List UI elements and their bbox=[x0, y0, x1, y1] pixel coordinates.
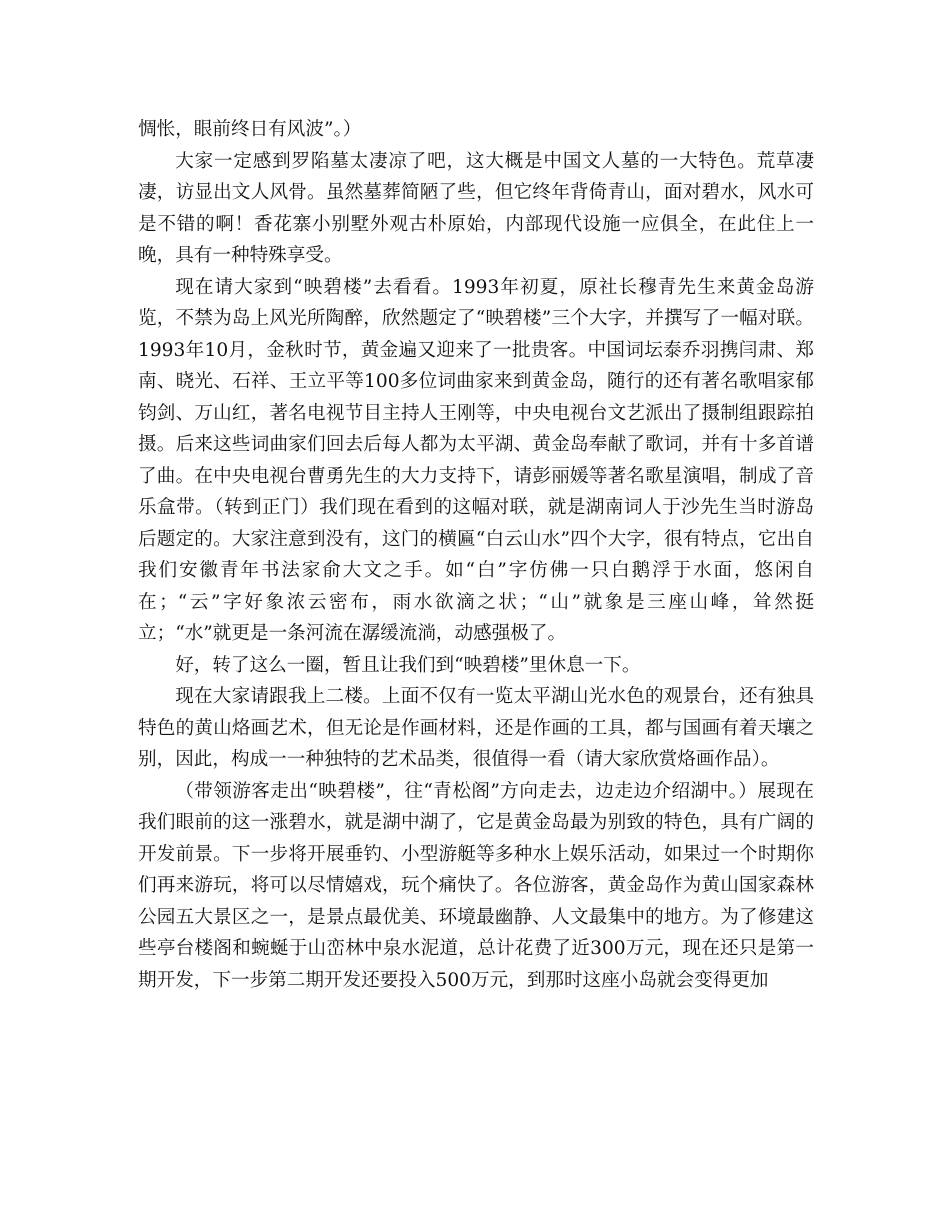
paragraph-yingbi-tower: 现在请大家到“映碧楼”去看看。1993年初夏，原社长穆青先生来黄金岛游览，不禁为岛上风光所陶醉，欣然题定了“映碧楼”三个大字，并撰写了一幅对联。1993年10月，金秋时节，黄金遍又迎来了一批贵客。中国词坛泰乔羽携闫肃、郑南、晓光、石祥、王立平等100多位词曲家来到黄金岛，随行的还有著名歌唱家郁钧剑、万山红，著名电视节目主持人王刚等，中央电视台文艺派出了摄制组跟踪拍摄。后来这些词曲家们回去后每人都为太平湖、黄金岛奉献了歌词，并有十多首谱了曲。在中央电视台曹勇先生的大力支持下，请彭丽媛等著名歌星演唱，制成了音乐盒带。（转到正门）我们现在看到的这幅对联，就是湖南词人于沙先生当时游岛后题定的。大家注意到没有，这门的横匾“白云山水”四个大字，很有特点，它出自我们安徽青年书法家俞大文之手。如“白”字仿佛一只白鹅浮于水面，悠闲自在；“云”字好象浓云密布，雨水欲滴之状；“山”就象是三座山峰，耸然挺立；“水”就更是一条河流在潺缓流淌，动感强极了。 bbox=[138, 276, 814, 644]
paragraph-lake-in-lake: （带领游客走出“映碧楼”，往“青松阁”方向走去，边走边介绍湖中。）展现在我们眼前的这一涨碧水，就是湖中湖了，它是黄金岛最为别致的特色，具有广阔的开发前景。下一步将开展垂钓、小型游艇等多种水上娱乐活动，如果过一个时期你们再来游玩，将可以尽情嬉戏，玩个痛快了。各位游客，黄金岛作为黄山国家森林公园五大景区之一，是景点最优美、环境最幽静、人文最集中的地方。为了修建这些亭台楼阁和蜿蜒于山峦林中泉水泥道，总计花费了近300万元，现在还只是第一期开发，下一步第二期开发还要投入500万元，到那时这座小岛就会变得更加 bbox=[138, 780, 814, 991]
paragraph-luo-tomb: 大家一定感到罗陷墓太凄凉了吧，这大概是中国文人墓的一大特色。荒草凄凄，访显出文人风骨。虽然墓葬简陋了些，但它终年背倚青山，面对碧水，风水可是不错的啊！香花寨小别墅外观古朴原始，内部现代设施一应俱全，在此住上一晚，具有一种特殊享受。 bbox=[138, 150, 814, 266]
paragraph-continued: 惆怅，眼前终日有风波”。） bbox=[138, 119, 362, 140]
paragraph-rest: 好，转了这么一圈，暂且让我们到“映碧楼”里休息一下。 bbox=[175, 654, 641, 676]
paragraph-second-floor: 现在大家请跟我上二楼。上面不仅有一览太平湖山光水色的观景台，还有独具特色的黄山烙画艺术，但无论是作画材料，还是作画的工具，都与国画有着天壤之别，因此，构成一一种独特的艺术品类，很值得一看（请大家欣赏烙画作品）。 bbox=[138, 686, 814, 770]
document-page bbox=[138, 114, 814, 996]
